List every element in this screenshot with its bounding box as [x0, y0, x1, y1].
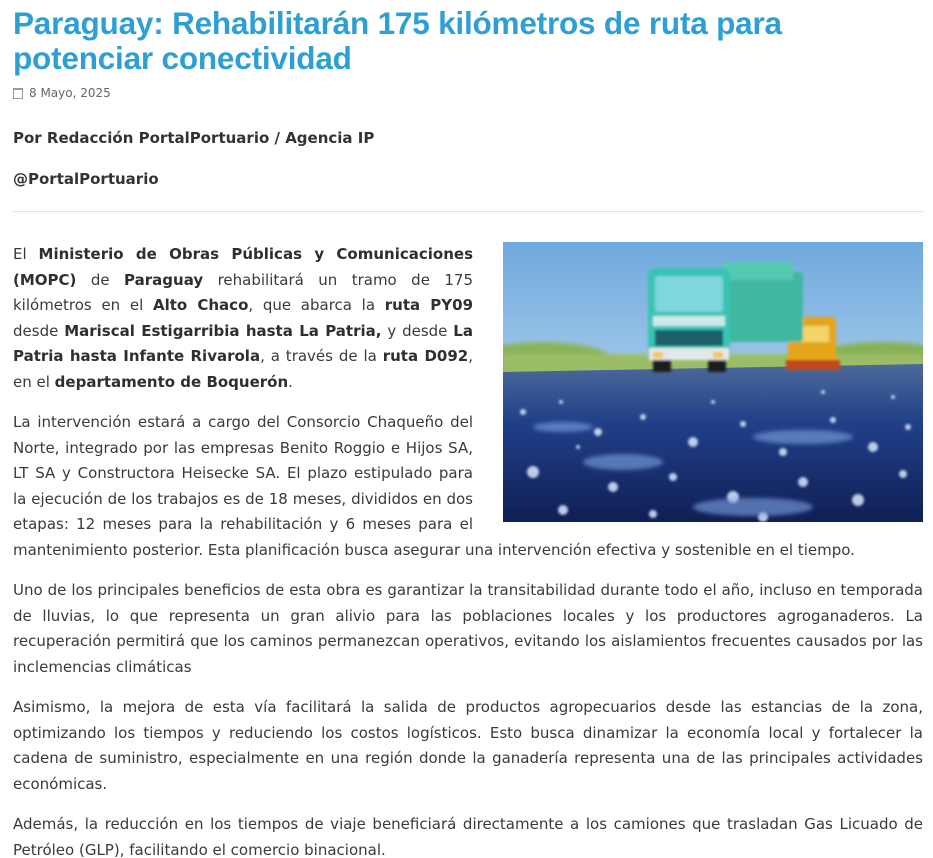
p1-text-5: desde	[13, 321, 65, 340]
paragraph-5: Además, la reducción en los tiempos de viaje beneficiará directamente a los camiones que trasladan Gas Licuado de Petróleo (GLP), facilitando el comercio binacional.	[13, 815, 923, 858]
p1-bold-3: Alto Chaco	[152, 296, 249, 314]
calendar-icon	[13, 88, 23, 99]
p1-bold-6: La Patria hasta Infante Rivarola	[13, 321, 473, 365]
p1-bold-5: Mariscal Estigarribia hasta La Patria,	[64, 321, 382, 340]
publish-date	[13, 85, 923, 101]
p1-bold-4: ruta PY09	[384, 296, 474, 314]
p1-text-1: El	[13, 245, 39, 263]
divider	[13, 211, 923, 212]
article-image	[503, 242, 923, 522]
article-body	[13, 242, 923, 858]
p1-text-8: , en el	[13, 347, 473, 391]
p1-text-9: .	[288, 372, 293, 391]
article-title[interactable]: Paraguay: Rehabilitarán 175 kilómetros de ruta para potenciar conectividad	[13, 5, 782, 76]
p1-text-4: , que abarca la	[248, 296, 385, 314]
p1-bold-8: departamento de Boquerón	[54, 372, 289, 391]
p1-text-3: rehabilitará un tramo de 175 kilómetros en el	[13, 270, 473, 314]
publish-date-text: 8 Mayo, 2025	[29, 86, 111, 100]
paragraph-4: Asimismo, la mejora de esta vía facilitará la salida de productos agropecuarios desde las estancias de la zona, optimizando los tiempos y reduciendo los costos logísticos. Esto busca dinamizar la economía local y fortalecer la cadena de suministro, especialmente en una región donde la ganadería representa una de las principales actividades económicas.	[13, 698, 923, 793]
article-container	[0, 6, 933, 858]
p1-text-7: , a través de la	[260, 347, 383, 365]
trucks-on-road-photo	[503, 242, 923, 522]
p1-bold-7: ruta D092	[382, 347, 469, 365]
p1-bold-2: Paraguay	[124, 270, 204, 289]
byline: Por Redacción PortalPortuario / Agencia IP	[13, 129, 375, 147]
p1-text-6: y desde	[381, 321, 454, 340]
p1-text-2: de	[76, 270, 125, 289]
p1-bold-1: Ministerio de Obras Públicas y Comunicaciones (MOPC)	[13, 245, 474, 289]
paragraph-2: La intervención estará a cargo del Consorcio Chaqueño del Norte, integrado por las empresas Benito Roggio e Hijos SA, LT SA y Constructora Heisecke SA. El plazo estipulado para la ejecución de los trabajos es de 18 meses, divididos en dos etapas: 12 meses para la rehabilitación y 6 meses para el mantenimiento posterior. Esta planificación busca asegurar una intervención efectiva y sostenible en el tiempo.	[13, 413, 855, 559]
paragraph-3: Uno de los principales beneficios de esta obra es garantizar la transitabilidad durante todo el año, incluso en temporada de lluvias, lo que representa un gran alivio para las poblaciones locales y los productores agroganaderos. La recuperación permitirá que los caminos permanezcan operativos, evitando los aislamientos frecuentes causados por las inclemencias climáticas	[13, 581, 923, 676]
social-handle: @PortalPortuario	[13, 170, 159, 188]
